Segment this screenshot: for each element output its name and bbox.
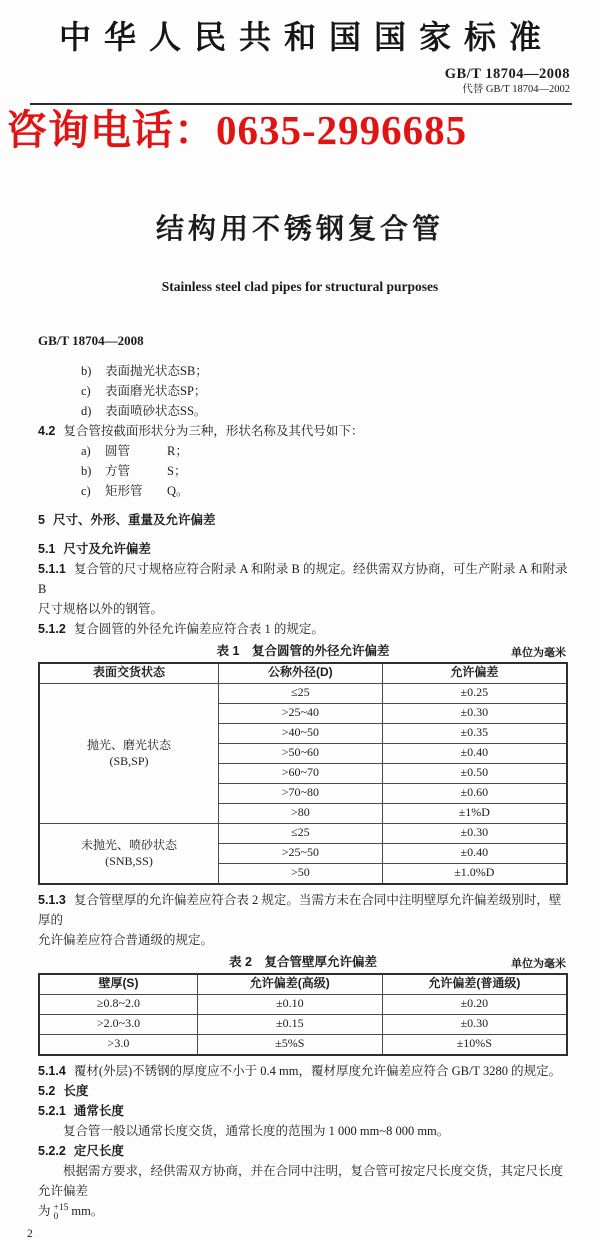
standard-number: GB/T 18704—2008 bbox=[444, 66, 570, 82]
tolerance-normal-cell: ±10%S bbox=[382, 1034, 567, 1055]
standard-number-block bbox=[0, 66, 570, 96]
tolerance-cell: ±0.25 bbox=[382, 683, 567, 703]
list-item-code: SS。 bbox=[180, 403, 207, 418]
list-item-label: c) bbox=[81, 383, 91, 398]
table2-header-cell: 允许偏差(普通级) bbox=[382, 974, 567, 995]
tolerance-cell: ±0.30 bbox=[382, 703, 567, 723]
list-item-label: a) bbox=[81, 443, 91, 458]
clause-5-1-2 bbox=[38, 619, 568, 639]
tolerance-cell: ±0.60 bbox=[382, 783, 567, 803]
clause-5-2-2-heading bbox=[38, 1141, 568, 1161]
tolerance-high-cell: ±5%S bbox=[197, 1034, 382, 1055]
document-title-en: Stainless steel clad pipes for structural purposes bbox=[161, 278, 439, 294]
list-item-text: 方管 bbox=[105, 463, 131, 478]
table1-caption-row bbox=[38, 643, 568, 659]
table1-header-row bbox=[39, 663, 567, 684]
clause-text: 复合圆管的外径允许偏差应符合表 1 的规定。 bbox=[73, 621, 324, 636]
list-item-code: SB； bbox=[180, 363, 208, 378]
clause-text: 复合管的尺寸规格应符合附录 A 和附录 B 的规定。经供需双方协商，可生产附录 A 和附录 B bbox=[38, 561, 568, 596]
list-item bbox=[81, 381, 568, 401]
clause-number: 5 bbox=[38, 512, 45, 527]
clause-number: 5.1.1 bbox=[38, 561, 66, 576]
clause-5-2-heading bbox=[38, 1081, 568, 1101]
clause-5-1-4 bbox=[38, 1061, 568, 1081]
header-rule bbox=[30, 103, 572, 105]
list-item-code: Q。 bbox=[167, 483, 189, 498]
tolerance-stack bbox=[54, 1204, 69, 1222]
tolerance-cell: ±0.40 bbox=[382, 743, 567, 763]
table2-caption: 表 2 复合管壁厚允许偏差 bbox=[229, 954, 377, 969]
diameter-cell: >70~80 bbox=[219, 783, 383, 803]
thickness-cell: >2.0~3.0 bbox=[39, 1014, 197, 1034]
list-item bbox=[81, 441, 568, 461]
clause-number: 5.1.2 bbox=[38, 621, 66, 636]
document-body bbox=[38, 331, 568, 1222]
table1-header-cell: 允许偏差 bbox=[382, 663, 567, 684]
table1-outer-diameter-tolerance bbox=[38, 662, 568, 885]
clause-5-2-1-heading bbox=[38, 1101, 568, 1121]
clause-text: 复合管按截面形状分为三种，形状名称及其代号如下： bbox=[63, 423, 364, 438]
list-item bbox=[81, 361, 568, 381]
table-row bbox=[39, 1034, 567, 1055]
table1-caption: 表 1 复合圆管的外径允许偏差 bbox=[216, 643, 390, 658]
table-row bbox=[39, 683, 567, 703]
tolerance-normal-cell: ±0.30 bbox=[382, 1014, 567, 1034]
clause-number: 4.2 bbox=[38, 423, 56, 438]
table-row bbox=[39, 994, 567, 1014]
clause-title: 通常长度 bbox=[73, 1103, 124, 1118]
tolerance-high-cell: ±0.10 bbox=[197, 994, 382, 1014]
table2-unit-note: 单位为毫米 bbox=[511, 957, 566, 970]
list-item-code: SP； bbox=[180, 383, 207, 398]
table2-header-cell: 壁厚(S) bbox=[39, 974, 197, 995]
clause-number: 5.1 bbox=[38, 541, 56, 556]
diameter-cell: >40~50 bbox=[219, 723, 383, 743]
surface-state-list bbox=[81, 361, 568, 421]
table-row bbox=[39, 823, 567, 843]
tolerance-prefix: 为 bbox=[38, 1203, 51, 1218]
clause-number: 5.1.4 bbox=[38, 1063, 66, 1078]
list-item bbox=[81, 481, 568, 501]
group-name: 抛光、磨光状态 bbox=[87, 738, 172, 753]
clause-number: 5.2.1 bbox=[38, 1103, 66, 1118]
list-item bbox=[81, 461, 568, 481]
page-number: 2 bbox=[27, 1227, 33, 1240]
clause-5-2-1-body: 复合管一般以通常长度交货，通常长度的范围为 1 000 mm~8 000 mm。 bbox=[63, 1123, 450, 1138]
diameter-cell: >50 bbox=[219, 863, 383, 884]
clause-number: 5.2 bbox=[38, 1083, 56, 1098]
list-item-code: R； bbox=[167, 443, 188, 458]
group-code: (SB,SP) bbox=[109, 754, 149, 769]
group-name: 未抛光、喷砂状态 bbox=[81, 838, 178, 853]
tolerance-cell: ±0.30 bbox=[382, 823, 567, 843]
list-item-text: 表面喷砂状态 bbox=[105, 403, 181, 418]
clause-5-1-heading bbox=[38, 539, 568, 559]
tolerance-upper: +15 bbox=[53, 1202, 69, 1213]
clause-title: 尺寸、外形、重量及允许偏差 bbox=[52, 512, 216, 527]
list-item bbox=[81, 401, 568, 421]
clause-5-1-1 bbox=[38, 559, 568, 599]
diameter-cell: >80 bbox=[219, 803, 383, 823]
clause-4-2 bbox=[38, 421, 568, 441]
list-item-label: c) bbox=[81, 483, 91, 498]
table2-header-row bbox=[39, 974, 567, 995]
tolerance-normal-cell: ±0.20 bbox=[382, 994, 567, 1014]
diameter-cell: >25~50 bbox=[219, 843, 383, 863]
thickness-cell: ≥0.8~2.0 bbox=[39, 994, 197, 1014]
clause-5-2-2-body: 根据需方要求，经供需双方协商，并在合同中注明，复合管可按定尺长度交货，其定尺长度允许偏差 bbox=[38, 1163, 564, 1198]
table1-group1-cell bbox=[39, 683, 219, 823]
list-item-code: S； bbox=[167, 463, 187, 478]
hotline-watermark: 咨询电话：0635-2996685 bbox=[6, 106, 468, 153]
list-item-label: b) bbox=[81, 363, 92, 378]
list-item-text: 表面磨光状态 bbox=[105, 383, 181, 398]
tolerance-cell: ±1.0%D bbox=[382, 863, 567, 884]
diameter-cell: >60~70 bbox=[219, 763, 383, 783]
table2-header-cell: 允许偏差(高级) bbox=[197, 974, 382, 995]
clause-number: 5.1.3 bbox=[38, 892, 66, 907]
list-item-text: 圆管 bbox=[105, 443, 131, 458]
table1-group2-cell bbox=[39, 823, 219, 884]
list-item-text: 表面抛光状态 bbox=[105, 363, 181, 378]
tolerance-high-cell: ±0.15 bbox=[197, 1014, 382, 1034]
running-head: GB/T 18704—2008 bbox=[38, 332, 144, 348]
clause-5-1-3 bbox=[38, 890, 568, 930]
clause-text: 覆材(外层)不锈钢的厚度应不小于 0.4 mm，覆材厚度允许偏差应符合 GB/T 3280 的规定。 bbox=[73, 1063, 562, 1078]
diameter-cell: ≤25 bbox=[219, 823, 383, 843]
clause-title: 长度 bbox=[63, 1083, 89, 1098]
diameter-cell: >25~40 bbox=[219, 703, 383, 723]
clause-5-2-2-tolerance-line bbox=[38, 1201, 568, 1222]
diameter-cell: >50~60 bbox=[219, 743, 383, 763]
table2-caption-row bbox=[38, 954, 568, 970]
clause-text: 复合管壁厚的允许偏差应符合表 2 规定。当需方未在合同中注明壁厚允许偏差级别时，壁厚的 bbox=[38, 892, 562, 927]
shape-list bbox=[81, 441, 568, 501]
clause-5-1-3-continued: 允许偏差应符合普通级的规定。 bbox=[38, 932, 214, 947]
list-item-text: 矩形管 bbox=[105, 483, 143, 498]
clause-title: 尺寸及允许偏差 bbox=[63, 541, 151, 556]
list-item-label: d) bbox=[81, 403, 92, 418]
list-item-label: b) bbox=[81, 463, 92, 478]
table-row bbox=[39, 1014, 567, 1034]
table1-header-cell: 表面交货状态 bbox=[39, 663, 219, 684]
tolerance-cell: ±0.35 bbox=[382, 723, 567, 743]
tolerance-cell: ±0.50 bbox=[382, 763, 567, 783]
masthead-title: 中华人民共和国国家标准 bbox=[58, 19, 554, 55]
diameter-cell: ≤25 bbox=[219, 683, 383, 703]
document-title-cn: 结构用不锈钢复合管 bbox=[155, 212, 444, 244]
clause-number: 5.2.2 bbox=[38, 1143, 66, 1158]
table1-header-cell: 公称外径(D) bbox=[219, 663, 383, 684]
table2-wall-thickness-tolerance bbox=[38, 973, 568, 1056]
thickness-cell: >3.0 bbox=[39, 1034, 197, 1055]
tolerance-cell: ±0.40 bbox=[382, 843, 567, 863]
clause-5-heading bbox=[38, 510, 568, 530]
clause-5-1-1-continued: 尺寸规格以外的钢管。 bbox=[38, 601, 164, 616]
group-code: (SNB,SS) bbox=[105, 854, 153, 869]
clause-title: 定尺长度 bbox=[73, 1143, 124, 1158]
table1-unit-note: 单位为毫米 bbox=[511, 646, 566, 659]
tolerance-cell: ±1%D bbox=[382, 803, 567, 823]
tolerance-suffix: mm。 bbox=[71, 1203, 104, 1218]
tolerance-lower: 0 bbox=[53, 1211, 59, 1222]
replaces-note: 代替 GB/T 18704—2002 bbox=[462, 83, 570, 95]
